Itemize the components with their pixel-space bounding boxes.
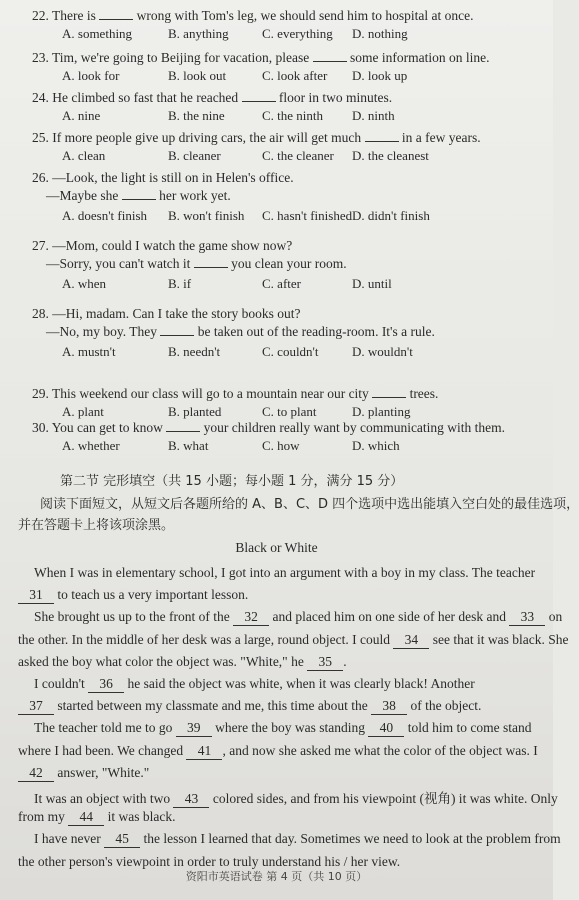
passage-line bbox=[18, 765, 548, 782]
option-a: A. when bbox=[62, 276, 107, 291]
answer-options bbox=[0, 438, 553, 454]
passage-line bbox=[18, 587, 548, 604]
passage-text: the other. In the middle of her desk was a large, round object. I could bbox=[18, 631, 394, 647]
passage-text: the other person's viewpoint in order to truly understand his / her view. bbox=[18, 853, 401, 869]
answer-options bbox=[0, 148, 553, 164]
option-b: B. if bbox=[168, 276, 192, 291]
blank-number: 39 bbox=[176, 720, 212, 737]
option-a: A. clean bbox=[62, 148, 106, 163]
question-stem-line2 bbox=[46, 324, 435, 340]
question-text: her work yet. bbox=[155, 188, 231, 203]
option-a: A. doesn't finish bbox=[62, 208, 148, 223]
option-a: A. plant bbox=[62, 404, 104, 419]
blank-number: 36 bbox=[88, 676, 124, 693]
question-number: 23. bbox=[32, 50, 53, 65]
passage-line bbox=[34, 565, 564, 581]
option-d: D. planting bbox=[352, 404, 411, 419]
passage-text: I have never bbox=[34, 831, 105, 847]
blank-number: 32 bbox=[233, 609, 269, 626]
option-d: D. the cleanest bbox=[352, 148, 429, 163]
option-b: B. what bbox=[168, 438, 209, 453]
option-d: D. until bbox=[352, 276, 392, 291]
option-a: A. mustn't bbox=[62, 344, 116, 359]
answer-blank bbox=[160, 335, 194, 336]
passage-line bbox=[18, 809, 548, 826]
answer-blank bbox=[99, 19, 133, 20]
question-text: you clean your room. bbox=[227, 256, 347, 271]
passage-title: Black or White bbox=[235, 540, 318, 555]
blank-number: 35 bbox=[307, 654, 343, 671]
option-d: D. which bbox=[352, 438, 400, 453]
passage-line bbox=[34, 720, 564, 737]
blank-number: 42 bbox=[18, 765, 54, 782]
passage-text: When I was in elementary school, I got into an argument with a boy in my class. The teacher bbox=[34, 565, 536, 580]
option-c: C. after bbox=[262, 276, 301, 291]
question-stem bbox=[32, 386, 438, 402]
blank-number: 43 bbox=[173, 791, 209, 808]
passage-text: colored sides, and from his viewpoint (视角) it was white. Only bbox=[209, 791, 558, 806]
passage-text: The teacher told me to go bbox=[34, 720, 176, 736]
question-text: Tim, we're going to Beijing for vacation, please bbox=[52, 50, 313, 65]
question-stem bbox=[32, 170, 294, 186]
option-d: D. didn't finish bbox=[352, 208, 430, 223]
passage-line bbox=[34, 609, 564, 626]
passage-text: She brought us up to the front of the bbox=[34, 609, 234, 625]
question-text: You can get to know bbox=[51, 420, 167, 435]
passage-text: asked the boy what color the object was. "White," he bbox=[18, 653, 308, 669]
passage-text: I couldn't bbox=[34, 676, 89, 691]
passage-text: he said the object was white, when it was clearly black! Another bbox=[124, 676, 475, 691]
answer-blank bbox=[166, 431, 200, 432]
passage-line bbox=[34, 676, 564, 693]
option-a: A. look for bbox=[62, 68, 120, 83]
answer-blank bbox=[372, 397, 406, 398]
passage-text: started between my classmate and me, this time about the bbox=[54, 698, 372, 714]
question-text: in a few years. bbox=[398, 130, 481, 145]
blank-number: 37 bbox=[18, 698, 54, 715]
question-stem bbox=[32, 306, 300, 322]
question-text: —Mom, could I watch the game show now? bbox=[52, 238, 293, 253]
question-number: 30. bbox=[32, 420, 52, 435]
option-c: C. to plant bbox=[262, 404, 317, 419]
question-text: He climbed so fast that he reached bbox=[52, 90, 242, 105]
option-c: C. how bbox=[262, 438, 300, 453]
blank-number: 44 bbox=[68, 809, 104, 826]
option-c: C. the ninth bbox=[262, 108, 324, 123]
question-stem-line2 bbox=[46, 256, 347, 272]
question-text: some information on line. bbox=[346, 50, 490, 65]
option-c: C. look after bbox=[262, 68, 328, 83]
option-d: D. nothing bbox=[352, 26, 408, 41]
option-a: A. nine bbox=[62, 108, 101, 123]
blank-number: 31 bbox=[18, 587, 54, 604]
answer-options bbox=[0, 208, 553, 224]
option-c: C. couldn't bbox=[262, 344, 319, 359]
question-text: —No, my boy. They bbox=[46, 324, 161, 339]
option-b: B. needn't bbox=[168, 344, 221, 359]
answer-blank bbox=[365, 141, 399, 142]
question-text: trees. bbox=[406, 386, 439, 401]
question-stem bbox=[32, 130, 481, 146]
passage-text: . bbox=[343, 653, 347, 669]
blank-number: 38 bbox=[371, 698, 407, 715]
passage-text: on bbox=[545, 609, 563, 625]
passage-line bbox=[18, 631, 569, 649]
question-text: —Sorry, you can't watch it bbox=[46, 256, 194, 271]
option-b: B. planted bbox=[168, 404, 222, 419]
option-b: B. the nine bbox=[168, 108, 225, 123]
option-a: A. whether bbox=[62, 438, 120, 453]
option-d: D. ninth bbox=[352, 108, 395, 123]
question-number: 25. bbox=[32, 130, 53, 145]
question-stem bbox=[32, 8, 473, 24]
passage-text: where the boy was standing bbox=[211, 720, 369, 736]
question-stem bbox=[32, 90, 392, 106]
answer-blank bbox=[122, 199, 156, 200]
question-text: floor in two minutes. bbox=[275, 90, 393, 105]
question-number: 24. bbox=[32, 90, 53, 105]
passage-text: and placed him on one side of her desk and bbox=[269, 609, 510, 625]
option-b: B. cleaner bbox=[168, 148, 221, 163]
passage-text: It was an object with two bbox=[34, 791, 174, 806]
question-number: 29. bbox=[32, 386, 53, 401]
answer-options bbox=[0, 344, 553, 360]
answer-blank bbox=[313, 61, 347, 62]
question-text: your children really want by communicating with them. bbox=[200, 420, 506, 435]
question-number: 27. bbox=[32, 238, 53, 253]
passage-text: to teach us a very important lesson. bbox=[54, 587, 249, 603]
answer-blank bbox=[242, 101, 276, 102]
answer-options bbox=[0, 26, 553, 42]
question-text: This weekend our class will go to a mountain near our city bbox=[52, 386, 373, 401]
question-number: 26. bbox=[32, 170, 53, 185]
option-c: C. everything bbox=[262, 26, 333, 41]
passage-text: told him to come stand bbox=[404, 720, 532, 736]
question-number: 28. bbox=[32, 306, 53, 321]
question-stem bbox=[32, 238, 292, 254]
blank-number: 45 bbox=[104, 831, 140, 848]
option-d: D. wouldn't bbox=[352, 344, 413, 359]
passage-text: where I had been. We changed bbox=[18, 742, 187, 758]
option-d: D. look up bbox=[352, 68, 408, 83]
question-stem bbox=[32, 420, 505, 436]
blank-number: 34 bbox=[393, 632, 429, 649]
passage-line bbox=[34, 787, 564, 808]
passage-text: from my bbox=[18, 809, 69, 825]
passage-text: of the object. bbox=[407, 698, 482, 714]
answer-options bbox=[0, 276, 553, 292]
option-c: C. hasn't finished bbox=[262, 208, 353, 223]
blank-number: 33 bbox=[509, 609, 545, 626]
passage-line bbox=[18, 743, 548, 760]
blank-number: 41 bbox=[186, 743, 222, 760]
section-instruction: 阅读下面短文，从短文后各题所给的 A、B、C、D 四个选项中选出能填入空白处的最佳选项， bbox=[40, 497, 579, 512]
blank-number: 40 bbox=[368, 720, 404, 737]
answer-options bbox=[0, 68, 553, 84]
passage-line bbox=[34, 831, 564, 848]
option-b: B. won't finish bbox=[168, 208, 245, 223]
question-text: —Hi, madam. Can I take the story books out? bbox=[52, 306, 301, 321]
option-c: C. the cleaner bbox=[262, 148, 334, 163]
question-stem bbox=[32, 50, 490, 66]
question-number: 22. bbox=[32, 8, 53, 23]
answer-options bbox=[0, 108, 553, 124]
passage-line bbox=[18, 654, 548, 671]
option-b: B. look out bbox=[168, 68, 227, 83]
option-a: A. something bbox=[62, 26, 133, 41]
section-heading: 第二节 完形填空（共 15 小题；每小题 1 分，满分 15 分） bbox=[60, 474, 404, 489]
passage-text: it was black. bbox=[104, 809, 176, 825]
passage-text: , and now she asked me what the color of the object was. I bbox=[222, 742, 538, 758]
option-b: B. anything bbox=[168, 26, 229, 41]
question-text: be taken out of the reading-room. It's a rule. bbox=[194, 324, 435, 339]
question-text: —Maybe she bbox=[46, 188, 122, 203]
question-text: —Look, the light is still on in Helen's office. bbox=[52, 170, 294, 185]
question-text: If more people give up driving cars, the air will get much bbox=[52, 130, 365, 145]
passage-text: answer, "White." bbox=[54, 764, 150, 780]
passage-text: see that it was black. She bbox=[429, 631, 569, 647]
answer-options bbox=[0, 404, 553, 420]
question-text: There is bbox=[52, 8, 100, 23]
question-stem-line2 bbox=[46, 188, 231, 204]
passage-text: the lesson I learned that day. Sometimes we need to look at the problem from bbox=[140, 831, 561, 847]
answer-blank bbox=[194, 267, 228, 268]
passage-line bbox=[18, 698, 548, 715]
section-instruction-continued: 并在答题卡上将该项涂黑。 bbox=[18, 518, 175, 533]
page-footer: 资阳市英语试卷 第 4 页（共 10 页） bbox=[185, 870, 368, 883]
question-text: wrong with Tom's leg, we should send him to hospital at once. bbox=[133, 8, 474, 23]
